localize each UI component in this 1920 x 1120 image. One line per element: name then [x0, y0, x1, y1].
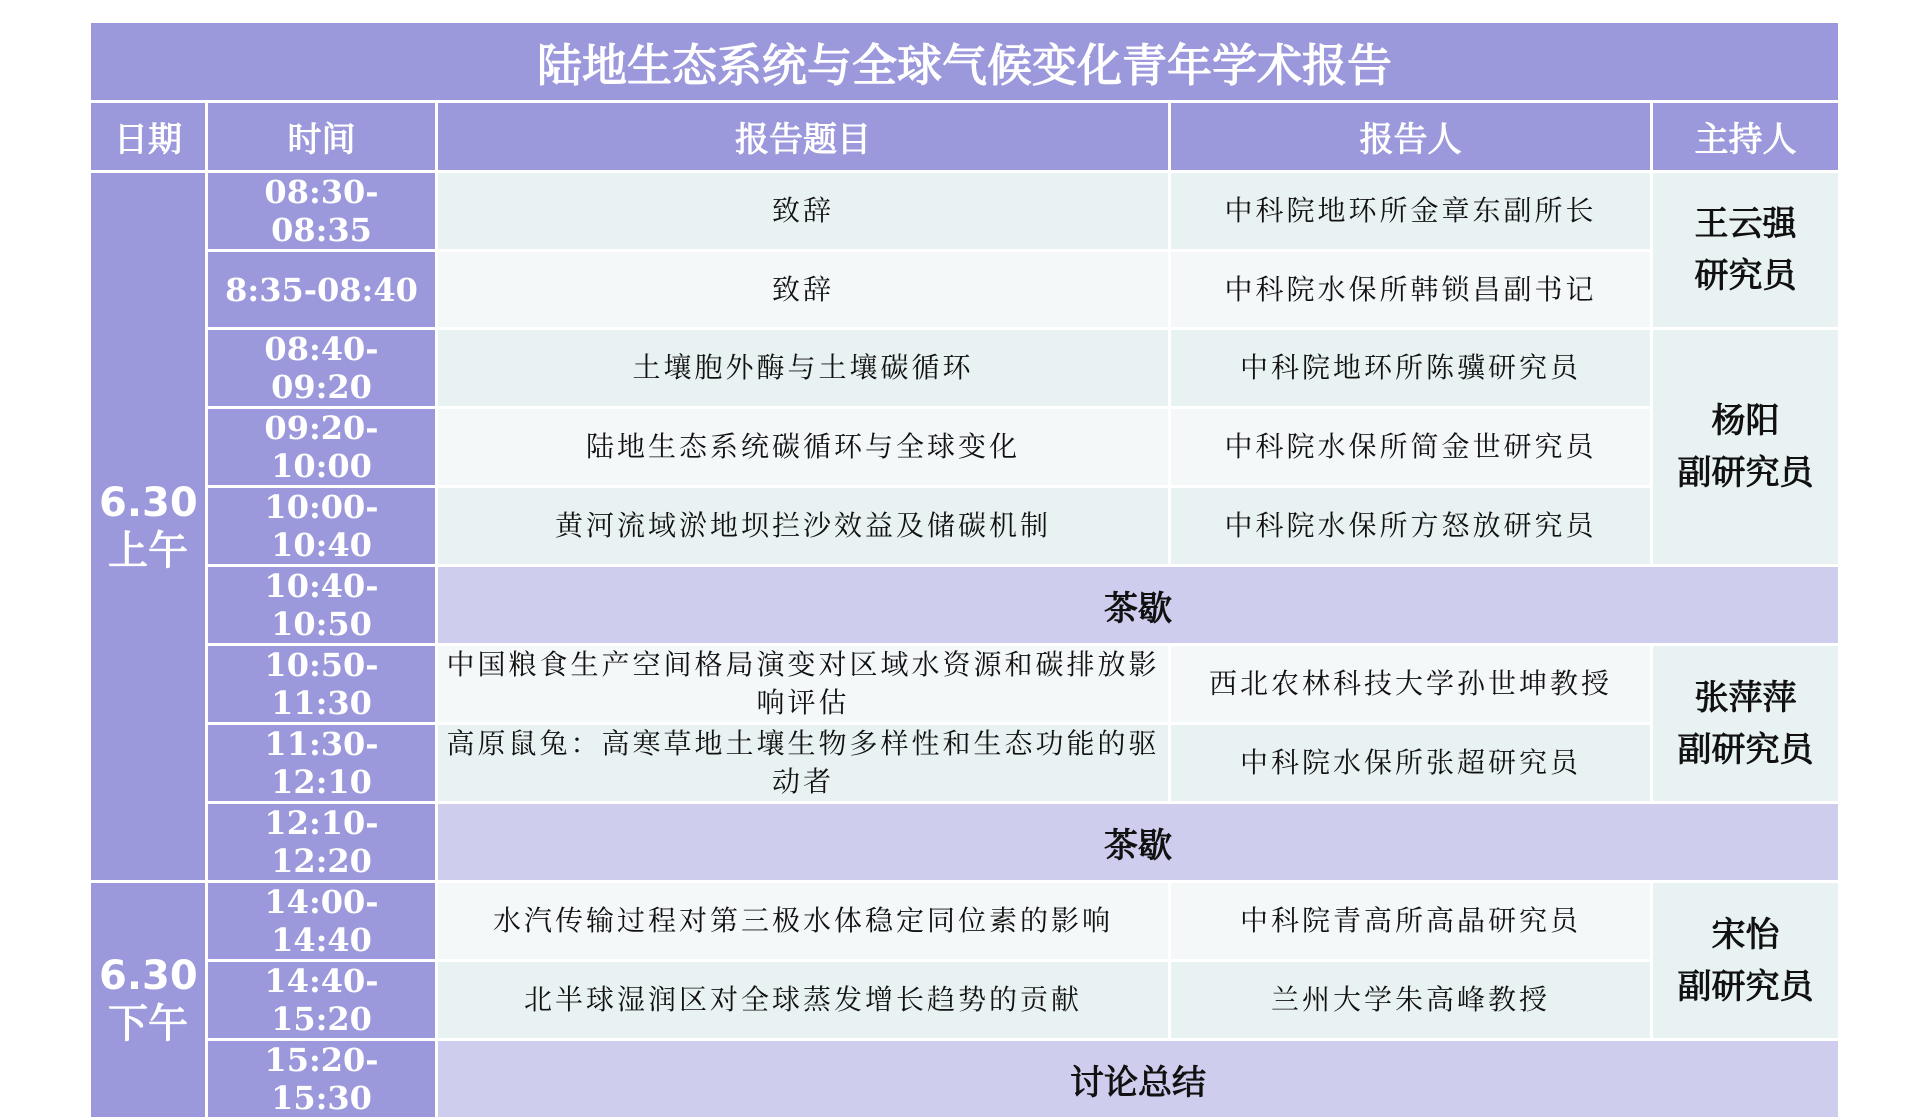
time-cell: 11:30-12:10 — [207, 724, 437, 803]
speaker-cell: 中科院地环所陈骥研究员 — [1170, 329, 1652, 408]
table-row — [90, 172, 1840, 251]
speaker-cell: 中科院水保所简金世研究员 — [1170, 408, 1652, 487]
time-cell: 15:20-15:30 — [207, 1040, 437, 1119]
topic-cell: 致辞 — [437, 251, 1170, 329]
date-cell-afternoon — [90, 882, 207, 1119]
topic-cell: 高原鼠兔：高寒草地土壤生物多样性和生态功能的驱动者 — [437, 724, 1170, 803]
host-cell — [1652, 645, 1840, 803]
date-cell-morning — [90, 172, 207, 882]
table-row — [90, 408, 1840, 487]
title-row — [90, 22, 1840, 102]
time-cell: 10:00-10:40 — [207, 487, 437, 566]
speaker-cell: 西北农林科技大学孙世坤教授 — [1170, 645, 1652, 724]
header-row — [90, 102, 1840, 172]
time-cell: 14:40-15:20 — [207, 961, 437, 1040]
topic-cell: 土壤胞外酶与土壤碳循环 — [437, 329, 1170, 408]
host-cell — [1652, 172, 1840, 329]
table-row — [90, 882, 1840, 961]
topic-cell: 北半球湿润区对全球蒸发增长趋势的贡献 — [437, 961, 1170, 1040]
time-cell: 08:40-09:20 — [207, 329, 437, 408]
host-title: 研究员 — [1694, 256, 1797, 296]
host-title: 副研究员 — [1677, 729, 1814, 770]
table-row — [90, 329, 1840, 408]
header-host: 主持人 — [1652, 102, 1840, 172]
time-cell: 8:35-08:40 — [207, 251, 437, 329]
topic-cell: 黄河流域淤地坝拦沙效益及储碳机制 — [437, 487, 1170, 566]
header-time: 时间 — [207, 102, 437, 172]
topic-cell: 陆地生态系统碳循环与全球变化 — [437, 408, 1170, 487]
table-row — [90, 251, 1840, 329]
host-cell — [1652, 882, 1840, 1040]
time-cell: 08:30-08:35 — [207, 172, 437, 251]
tea-break-label: 茶歇 — [437, 566, 1840, 645]
time-cell: 10:50-11:30 — [207, 645, 437, 724]
host-title: 副研究员 — [1677, 966, 1814, 1007]
host-name: 宋怡 — [1711, 914, 1780, 955]
discussion-label: 讨论总结 — [437, 1040, 1840, 1119]
table-row — [90, 645, 1840, 724]
break-row — [90, 803, 1840, 882]
time-cell: 10:40-10:50 — [207, 566, 437, 645]
host-title: 副研究员 — [1677, 453, 1814, 493]
speaker-cell: 中科院水保所张超研究员 — [1170, 724, 1652, 803]
host-name: 张萍萍 — [1694, 677, 1797, 718]
speaker-cell: 兰州大学朱高峰教授 — [1170, 961, 1652, 1040]
host-name: 王云强 — [1694, 204, 1797, 244]
page-title: 陆地生态系统与全球气候变化青年学术报告 — [90, 22, 1840, 102]
speaker-cell: 中科院水保所韩锁昌副书记 — [1170, 251, 1652, 329]
table-row — [90, 724, 1840, 803]
header-date: 日期 — [90, 102, 207, 172]
topic-cell: 中国粮食生产空间格局演变对区域水资源和碳排放影响评估 — [437, 645, 1170, 724]
break-row — [90, 1040, 1840, 1119]
date-line: 6.30 — [99, 479, 198, 526]
table-row — [90, 961, 1840, 1040]
date-period: 上午 — [108, 527, 188, 574]
header-topic: 报告题目 — [437, 102, 1170, 172]
time-cell: 14:00-14:40 — [207, 882, 437, 961]
time-cell: 09:20-10:00 — [207, 408, 437, 487]
speaker-cell: 中科院地环所金章东副所长 — [1170, 172, 1652, 251]
host-name: 杨阳 — [1711, 401, 1780, 441]
topic-cell: 水汽传输过程对第三极水体稳定同位素的影响 — [437, 882, 1170, 961]
schedule-table — [88, 20, 1841, 1120]
date-line: 6.30 — [99, 953, 198, 999]
speaker-cell: 中科院水保所方怒放研究员 — [1170, 487, 1652, 566]
header-speaker: 报告人 — [1170, 102, 1652, 172]
table-row — [90, 487, 1840, 566]
host-cell — [1652, 329, 1840, 566]
speaker-cell: 中科院青高所高晶研究员 — [1170, 882, 1652, 961]
topic-cell: 致辞 — [437, 172, 1170, 251]
date-period: 下午 — [108, 1001, 188, 1047]
break-row — [90, 566, 1840, 645]
time-cell: 12:10-12:20 — [207, 803, 437, 882]
tea-break-label: 茶歇 — [437, 803, 1840, 882]
